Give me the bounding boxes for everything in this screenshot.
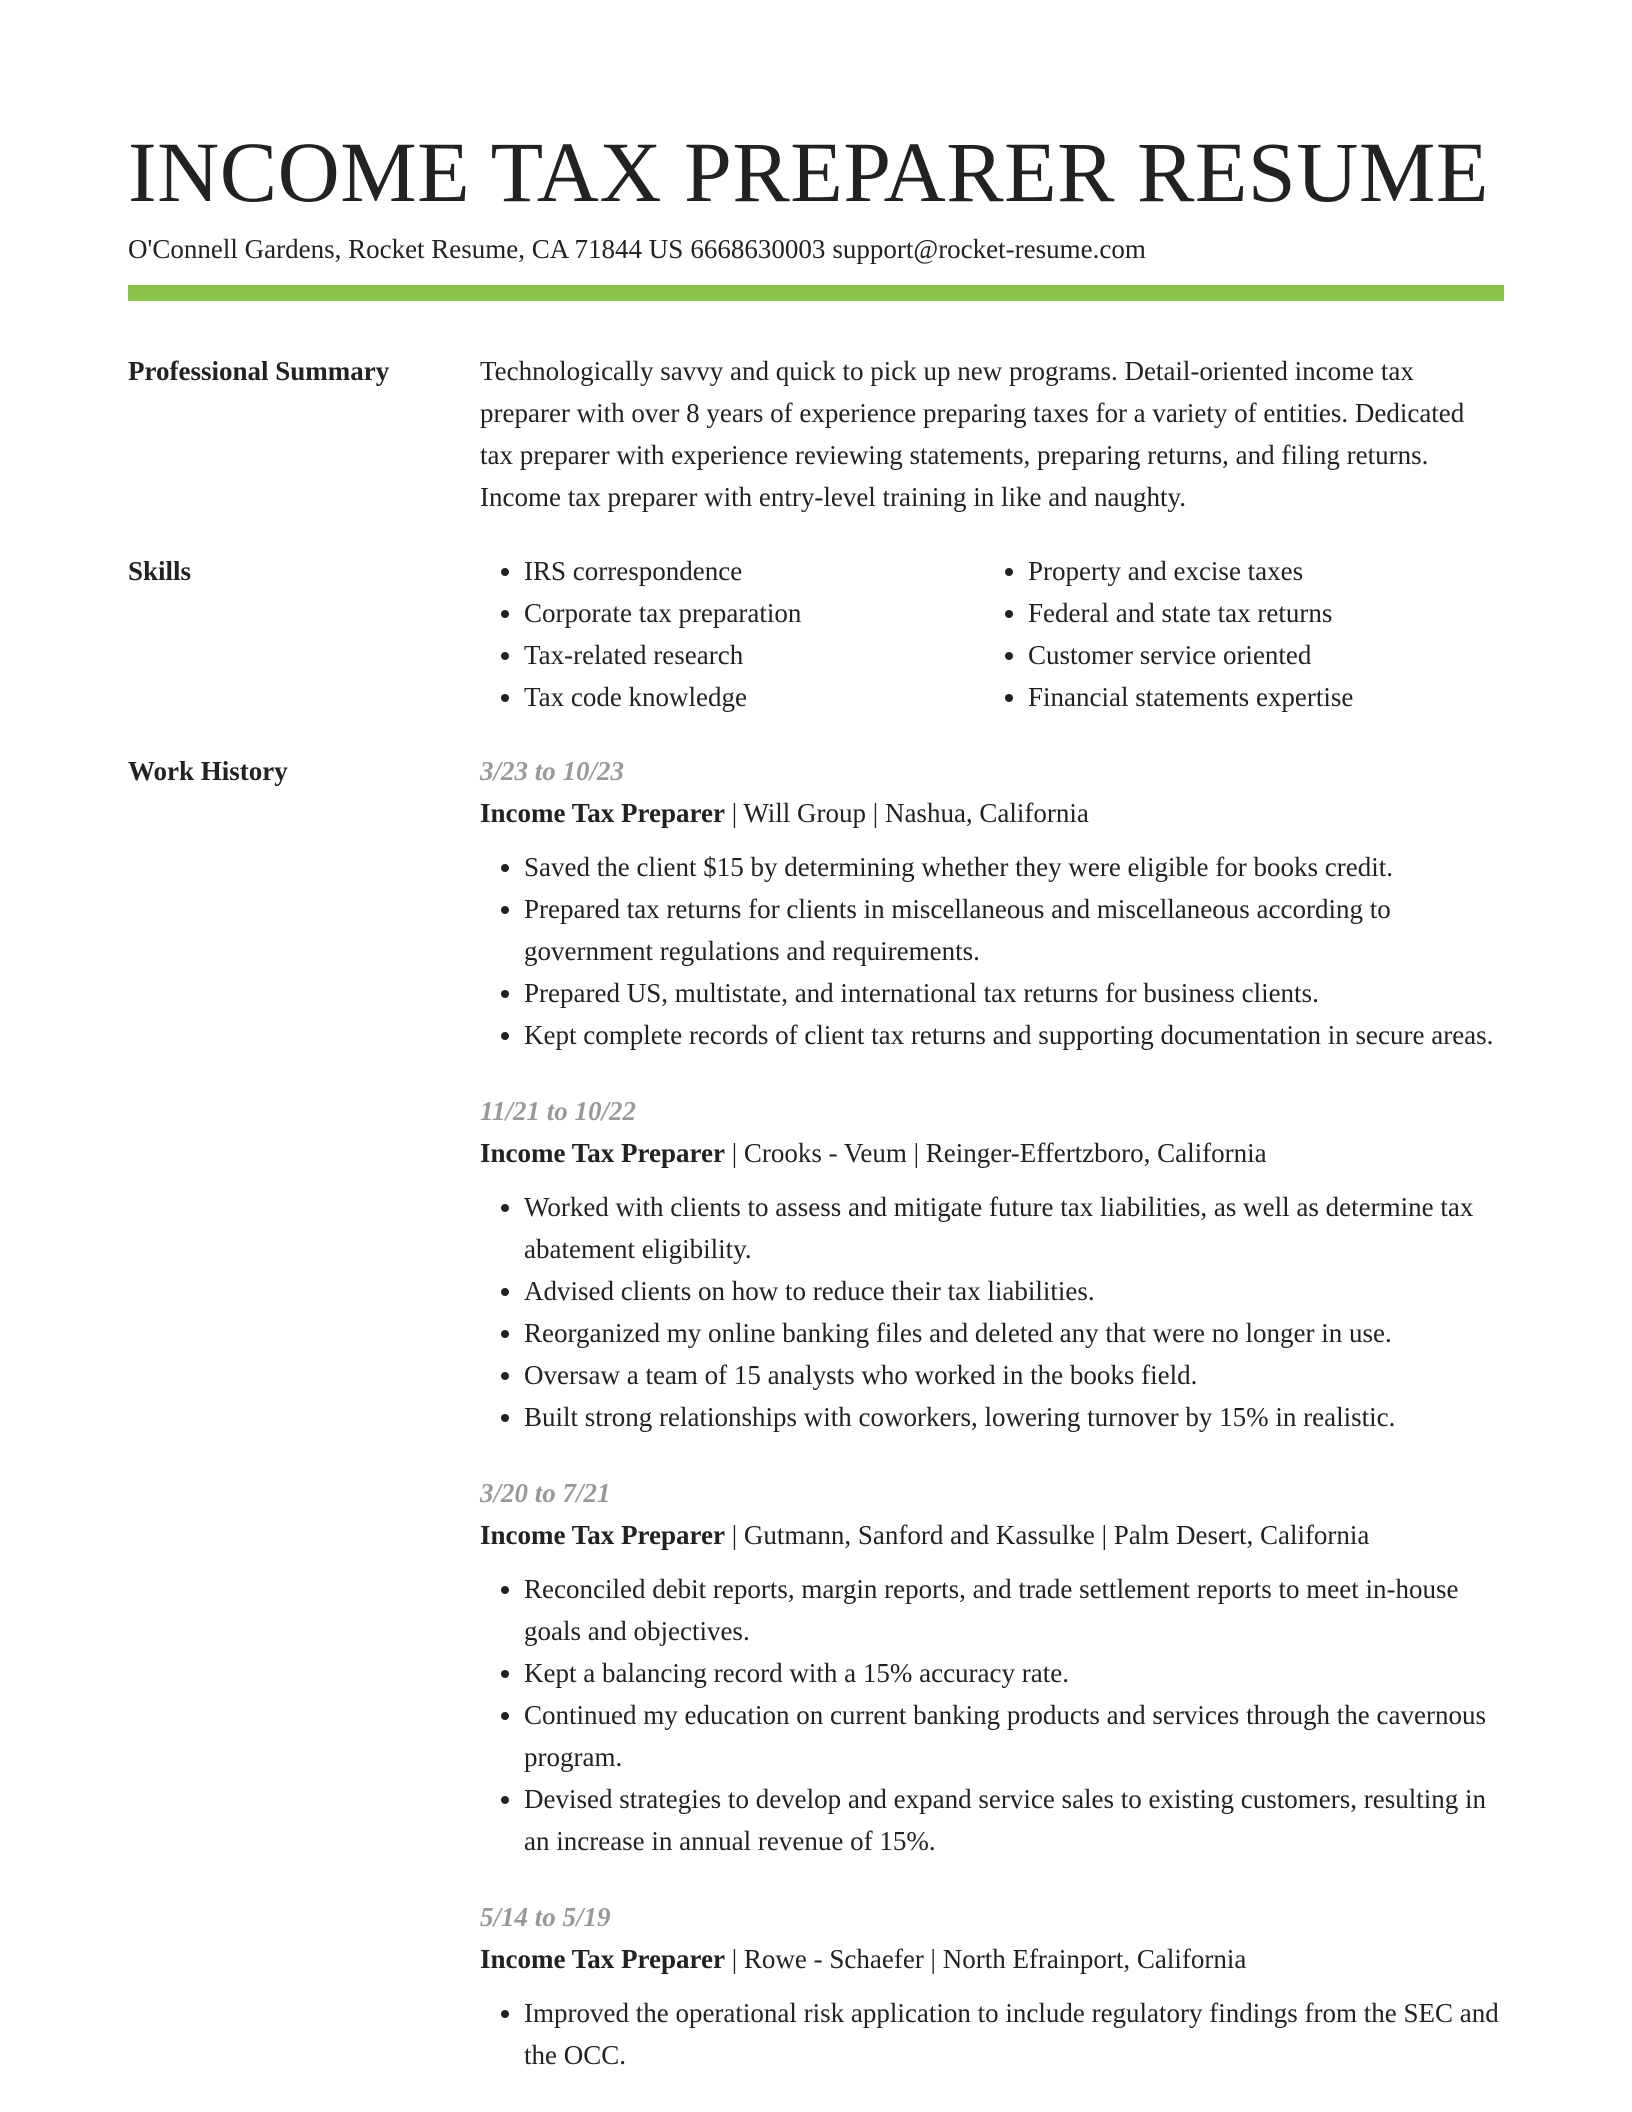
job-title: Income Tax Preparer xyxy=(480,1138,725,1168)
job-bullets xyxy=(480,1992,1504,2076)
job-bullets xyxy=(480,846,1504,1056)
job-entry xyxy=(480,1896,1504,2076)
work-history-heading: Work History xyxy=(128,756,288,786)
job-title: Income Tax Preparer xyxy=(480,1520,725,1550)
job-dates: 3/20 to 7/21 xyxy=(480,1478,611,1508)
job-bullet: • Prepared tax returns for clients in miscellaneous and miscellaneous according to government regulations and requirements. xyxy=(524,888,1504,972)
skills-column-right xyxy=(984,550,1488,718)
contact-email: support@rocket-resume.com xyxy=(832,234,1146,264)
job-employer-location: | Will Group | Nashua, California xyxy=(724,798,1089,828)
skill-item: • Tax code knowledge xyxy=(524,676,984,718)
skill-item: • Tax-related research xyxy=(524,634,984,676)
job-bullet: • Continued my education on current banking products and services through the cavernous program. xyxy=(524,1694,1504,1778)
skills-body xyxy=(480,550,1504,718)
skill-item: • Financial statements expertise xyxy=(1028,676,1488,718)
job-dates: 5/14 to 5/19 xyxy=(480,1902,611,1932)
contact-address: O'Connell Gardens, Rocket Resume, CA 71844 US xyxy=(128,234,684,264)
job-bullet: • Kept complete records of client tax returns and supporting documentation in secure areas. xyxy=(524,1014,1504,1056)
job-bullet: • Prepared US, multistate, and international tax returns for business clients. xyxy=(524,972,1504,1014)
job-bullet: • Saved the client $15 by determining whether they were eligible for books credit. xyxy=(524,846,1504,888)
skill-item: • IRS correspondence xyxy=(524,550,984,592)
skills-column-left xyxy=(480,550,984,718)
job-employer-location: | Rowe - Schaefer | North Efrainport, California xyxy=(724,1944,1247,1974)
job-bullet: • Built strong relationships with coworkers, lowering turnover by 15% in realistic. xyxy=(524,1396,1504,1438)
skills-grid xyxy=(480,550,1504,718)
summary-text: Technologically savvy and quick to pick up new programs. Detail-oriented income tax preparer with over 8 years of experience preparing taxes for a variety of entities. Dedicated tax preparer with experience reviewing statements, preparing returns, and filing returns. Income tax preparer with entry-level training in like and naughty. xyxy=(480,356,1465,512)
job-bullet: • Improved the operational risk application to include regulatory findings from the SEC and the OCC. xyxy=(524,1992,1504,2076)
job-bullet: • Advised clients on how to reduce their tax liabilities. xyxy=(524,1270,1504,1312)
work-history-body xyxy=(480,750,1504,2110)
skill-item: • Federal and state tax returns xyxy=(1028,592,1488,634)
job-bullet: • Devised strategies to develop and expand service sales to existing customers, resulting in an increase in annual revenue of 15%. xyxy=(524,1778,1504,1862)
resume-title: INCOME TAX PREPARER RESUME xyxy=(128,124,1489,220)
job-title: Income Tax Preparer xyxy=(480,798,725,828)
contact-phone: 6668630003 xyxy=(690,234,826,264)
job-title-line xyxy=(480,1514,1504,1556)
job-bullet: • Kept a balancing record with a 15% accuracy rate. xyxy=(524,1652,1504,1694)
job-dates: 3/23 to 10/23 xyxy=(480,756,625,786)
contact-line xyxy=(128,231,1146,267)
job-entry xyxy=(480,1472,1504,1862)
summary-body xyxy=(480,350,1504,518)
job-title-line xyxy=(480,1132,1504,1174)
job-bullets xyxy=(480,1186,1504,1438)
job-title: Income Tax Preparer xyxy=(480,1944,725,1974)
summary-heading: Professional Summary xyxy=(128,356,390,386)
skill-item: • Property and excise taxes xyxy=(1028,550,1488,592)
job-employer-location: | Crooks - Veum | Reinger-Effertzboro, California xyxy=(724,1138,1267,1168)
job-entry xyxy=(480,750,1504,1056)
skill-item: • Customer service oriented xyxy=(1028,634,1488,676)
skills-heading: Skills xyxy=(128,556,192,586)
job-dates: 11/21 to 10/22 xyxy=(480,1096,637,1126)
job-bullets xyxy=(480,1568,1504,1862)
job-bullet: • Reorganized my online banking files and deleted any that were no longer in use. xyxy=(524,1312,1504,1354)
job-bullet: • Reconciled debit reports, margin reports, and trade settlement reports to meet in-house goals and objectives. xyxy=(524,1568,1504,1652)
job-title-line xyxy=(480,1938,1504,1980)
job-title-line xyxy=(480,792,1504,834)
job-bullet: • Oversaw a team of 15 analysts who worked in the books field. xyxy=(524,1354,1504,1396)
job-entry xyxy=(480,1090,1504,1438)
job-employer-location: | Gutmann, Sanford and Kassulke | Palm Desert, California xyxy=(724,1520,1370,1550)
header-divider xyxy=(128,285,1504,301)
skill-item: • Corporate tax preparation xyxy=(524,592,984,634)
job-bullet: • Worked with clients to assess and mitigate future tax liabilities, as well as determine tax abatement eligibility. xyxy=(524,1186,1504,1270)
